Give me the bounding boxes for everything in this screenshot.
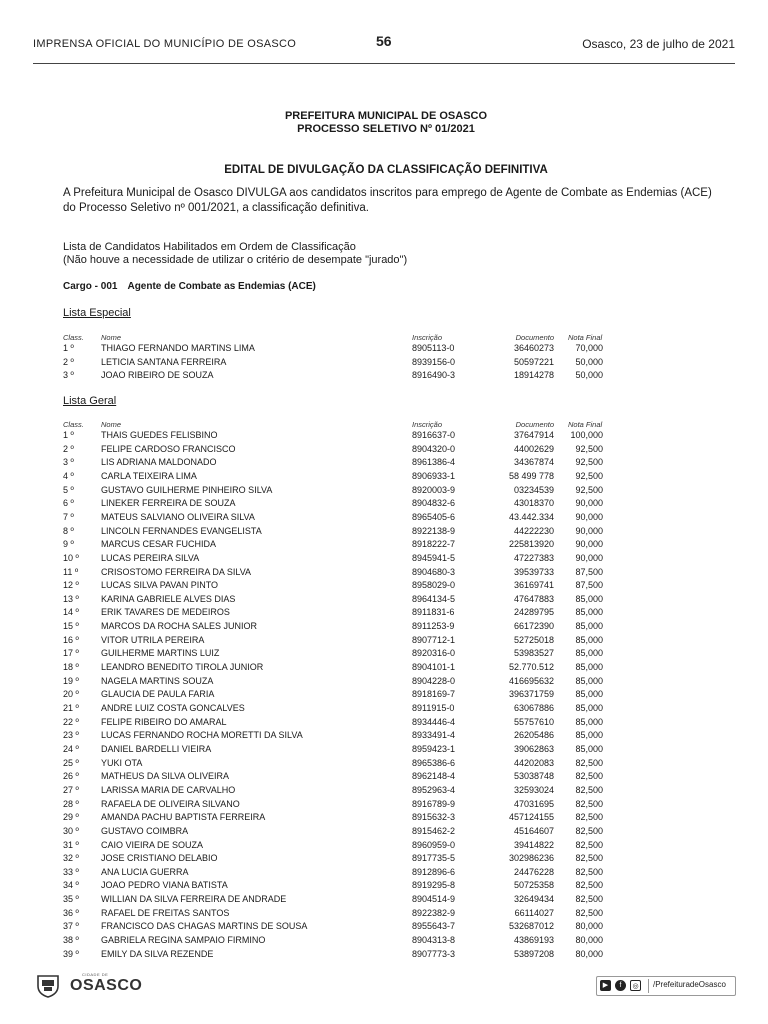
table-row <box>0 770 768 783</box>
candidate-name: JOAO RIBEIRO DE SOUZA <box>101 370 214 381</box>
social-divider <box>648 979 649 993</box>
table-row <box>0 757 768 770</box>
table-row <box>0 839 768 852</box>
social-media-bar <box>596 976 736 996</box>
classification: 33 º <box>63 866 79 877</box>
table-row <box>0 716 768 729</box>
document-number: 53897208 <box>513 948 554 959</box>
final-score: 85,000 <box>575 703 603 713</box>
document-number: 52.770.512 <box>508 662 554 673</box>
document-number: 39414822 <box>513 839 554 850</box>
final-score: 82,500 <box>575 894 603 905</box>
classification: 18 º <box>63 662 79 673</box>
candidate-name: CAIO VIEIRA DE SOUZA <box>101 839 204 850</box>
registration-number: 8961386-4 <box>412 457 456 468</box>
document-number: 45164607 <box>513 825 554 836</box>
candidate-name: AMANDA PACHU BAPTISTA FERREIRA <box>101 812 266 823</box>
candidate-name: JOAO PEDRO VIANA BATISTA <box>101 880 228 891</box>
logo-text: OSASCO <box>70 977 143 994</box>
final-score: 92,500 <box>575 457 603 468</box>
document-number: 396371759 <box>508 689 554 700</box>
candidate-name: RAFAELA DE OLIVEIRA SILVANO <box>101 798 240 809</box>
facebook-icon[interactable]: f <box>615 980 626 991</box>
table-row <box>0 525 768 538</box>
registration-number: 8933491-4 <box>412 730 456 741</box>
document-number: 225813920 <box>508 539 554 550</box>
column-header-documento: Documento <box>515 420 554 429</box>
final-score: 85,000 <box>575 607 603 618</box>
final-score: 82,500 <box>575 798 603 809</box>
final-score: 85,000 <box>575 648 603 659</box>
candidate-name: LETICIA SANTANA FERREIRA <box>101 356 227 367</box>
final-score: 90,000 <box>575 552 603 563</box>
classification: 13 º <box>63 593 79 604</box>
candidate-name: GUSTAVO GUILHERME PINHEIRO SILVA <box>101 484 273 495</box>
registration-number: 8911253-9 <box>412 621 455 632</box>
document-number: 532687012 <box>508 921 554 932</box>
table-row <box>0 907 768 920</box>
table-row <box>0 443 768 456</box>
publication-date: Osasco, 23 de julho de 2021 <box>582 37 735 51</box>
candidate-name: YUKI OTA <box>101 757 143 768</box>
final-score: 90,000 <box>575 525 603 536</box>
final-score: 90,000 <box>575 498 603 509</box>
list-description <box>63 241 407 267</box>
intro-paragraph: A Prefeitura Municipal de Osasco DIVULGA aos candidatos inscritos para emprego de Agente de Combate as Endemias (ACE) do Processo Seletivo nº 001/2021, a classificação definitiva. <box>63 187 712 214</box>
document-number: 24476228 <box>513 866 554 877</box>
final-score: 82,500 <box>575 880 603 891</box>
table-row <box>0 620 768 633</box>
classification: 14 º <box>63 607 79 618</box>
registration-number: 8962148-4 <box>412 771 456 782</box>
classification: 34 º <box>63 880 79 891</box>
candidate-name: GUILHERME MARTINS LUIZ <box>101 648 220 659</box>
table-row <box>0 811 768 824</box>
registration-number: 8906933-1 <box>412 470 456 481</box>
logo-small-text: CIDADE DE <box>82 972 109 977</box>
registration-number: 8965405-6 <box>412 511 456 522</box>
column-header-class: Class. <box>63 333 84 342</box>
table-row <box>0 456 768 469</box>
column-header-inscricao: Inscrição <box>412 333 443 342</box>
document-number: 58 499 778 <box>508 470 554 481</box>
candidate-name: CRISOSTOMO FERREIRA DA SILVA <box>101 566 252 577</box>
document-number: 43869193 <box>513 935 554 946</box>
classification: 10 º <box>63 552 79 563</box>
table-row <box>0 893 768 906</box>
classification: 16 º <box>63 634 79 645</box>
classification: 31 º <box>63 839 79 850</box>
classification: 5 º <box>63 484 74 495</box>
registration-number: 8918222-7 <box>412 539 456 550</box>
candidate-name: MATHEUS DA SILVA OLIVEIRA <box>101 771 230 782</box>
table-row <box>0 675 768 688</box>
table-row <box>0 356 768 369</box>
registration-number: 8918169-7 <box>412 689 456 700</box>
cargo-code: Cargo - 001 <box>63 281 118 292</box>
crest-icon <box>35 972 61 998</box>
registration-number: 8905113-0 <box>412 343 455 353</box>
table-row <box>0 784 768 797</box>
table-row <box>0 566 768 579</box>
classification: 15 º <box>63 621 79 632</box>
page-number: 56 <box>376 33 392 49</box>
final-score: 85,000 <box>575 743 603 754</box>
column-header-name: Nome <box>101 420 122 429</box>
document-number: 36169741 <box>513 580 554 591</box>
candidate-name: VITOR UTRILA PEREIRA <box>101 634 205 645</box>
document-number: 53983527 <box>513 648 554 659</box>
document-number: 32649434 <box>513 894 554 905</box>
classification: 2 º <box>63 443 74 454</box>
column-header-nota: Nota Final <box>568 420 603 429</box>
classification: 35 º <box>63 894 79 905</box>
classification: 9 º <box>63 539 74 550</box>
table-row <box>0 470 768 483</box>
document-number: 43018370 <box>513 498 554 509</box>
table-row <box>0 593 768 606</box>
registration-number: 8915462-2 <box>412 825 456 836</box>
registration-number: 8919295-8 <box>412 880 456 891</box>
classification: 28 º <box>63 798 79 809</box>
candidate-name: GUSTAVO COIMBRA <box>101 825 189 836</box>
candidate-name: WILLIAN DA SILVA FERREIRA DE ANDRADE <box>101 894 287 905</box>
cargo-name: Agente de Combate as Endemias (ACE) <box>127 281 316 292</box>
classification: 12 º <box>63 580 79 591</box>
registration-number: 8904320-0 <box>412 443 456 454</box>
final-score: 92,500 <box>575 484 603 495</box>
registration-number: 8922382-9 <box>412 907 456 918</box>
table-row <box>0 429 768 442</box>
document-number: 24289795 <box>513 607 554 618</box>
classification: 1 º <box>63 343 74 353</box>
table-row <box>0 497 768 510</box>
candidate-name: LINEKER FERREIRA DE SOUZA <box>101 498 236 509</box>
document-number: 39062863 <box>513 743 554 754</box>
candidate-name: THAIS GUEDES FELISBINO <box>101 430 218 440</box>
registration-number: 8916490-3 <box>412 370 456 381</box>
table-row <box>0 879 768 892</box>
classification: 38 º <box>63 935 79 946</box>
column-header-class: Class. <box>63 420 84 429</box>
document-number: 50597221 <box>513 356 554 367</box>
candidate-name: ANA LUCIA GUERRA <box>101 866 189 877</box>
classification: 20 º <box>63 689 79 700</box>
final-score: 82,500 <box>575 907 603 918</box>
final-score: 50,000 <box>575 356 603 367</box>
candidate-name: FRANCISCO DAS CHAGAS MARTINS DE SOUSA <box>101 921 308 932</box>
classification: 2 º <box>63 356 74 367</box>
classification: 3 º <box>63 370 74 381</box>
final-score: 92,500 <box>575 443 603 454</box>
document-number: 53038748 <box>513 771 554 782</box>
classification: 39 º <box>63 948 79 959</box>
registration-number: 8907773-3 <box>412 948 456 959</box>
final-score: 82,500 <box>575 839 603 850</box>
registration-number: 8922138-9 <box>412 525 456 536</box>
classification: 3 º <box>63 457 74 468</box>
registration-number: 8939156-0 <box>412 356 456 367</box>
document-number: 18914278 <box>513 370 554 381</box>
table-row <box>0 729 768 742</box>
column-header-inscricao: Inscrição <box>412 420 443 429</box>
candidate-name: MARCOS DA ROCHA SALES JUNIOR <box>101 621 258 632</box>
table-row <box>0 538 768 551</box>
document-number: 44222230 <box>513 525 554 536</box>
document-number: 44002629 <box>513 443 554 454</box>
classification: 11 º <box>63 566 79 577</box>
document-number: 36460273 <box>513 343 554 353</box>
document-number: 37647914 <box>513 430 554 440</box>
candidate-name: NAGELA MARTINS SOUZA <box>101 675 214 686</box>
table-row <box>0 934 768 947</box>
classification: 36 º <box>63 907 79 918</box>
document-number: 03234539 <box>513 484 554 495</box>
final-score: 100,000 <box>570 430 603 440</box>
candidate-name: FELIPE RIBEIRO DO AMARAL <box>101 716 227 727</box>
registration-number: 8904680-3 <box>412 566 456 577</box>
registration-number: 8965386-6 <box>412 757 456 768</box>
candidate-name: LUCAS PEREIRA SILVA <box>101 552 200 563</box>
registration-number: 8960959-0 <box>412 839 456 850</box>
candidate-name: GLAUCIA DE PAULA FARIA <box>101 689 215 700</box>
candidate-name: LUCAS SILVA PAVAN PINTO <box>101 580 219 591</box>
column-header-name: Nome <box>101 333 122 342</box>
classification: 32 º <box>63 853 79 864</box>
table-row <box>0 369 768 382</box>
classification: 37 º <box>63 921 79 932</box>
final-score: 90,000 <box>575 539 603 550</box>
list-description-line2: (Não houve a necessidade de utilizar o critério de desempate "jurado") <box>63 254 408 266</box>
candidate-name: MARCUS CESAR FUCHIDA <box>101 539 217 550</box>
final-score: 85,000 <box>575 593 603 604</box>
final-score: 80,000 <box>575 948 603 959</box>
final-score: 85,000 <box>575 689 603 700</box>
column-header-nota: Nota Final <box>568 333 603 342</box>
document-number: 52725018 <box>513 634 554 645</box>
document-number: 55757610 <box>513 716 554 727</box>
final-score: 90,000 <box>575 511 603 522</box>
candidate-name: DANIEL BARDELLI VIEIRA <box>101 743 212 754</box>
table-row <box>0 661 768 674</box>
final-score: 85,000 <box>575 662 603 673</box>
classification: 22 º <box>63 716 79 727</box>
registration-number: 8904832-6 <box>412 498 456 509</box>
registration-number: 8916637-0 <box>412 430 456 440</box>
table-row <box>0 606 768 619</box>
section-title-geral: Lista Geral <box>63 395 117 407</box>
classification: 26 º <box>63 771 79 782</box>
final-score: 85,000 <box>575 634 603 645</box>
table-row <box>0 702 768 715</box>
candidate-name: EMILY DA SILVA REZENDE <box>101 948 214 959</box>
registration-number: 8959423-1 <box>412 743 456 754</box>
final-score: 82,500 <box>575 771 603 782</box>
final-score: 87,500 <box>575 580 603 591</box>
final-score: 80,000 <box>575 935 603 946</box>
candidate-name: FELIPE CARDOSO FRANCISCO <box>101 443 236 454</box>
table-row <box>0 552 768 565</box>
table-row <box>0 484 768 497</box>
registration-number: 8964134-5 <box>412 593 456 604</box>
column-header-documento: Documento <box>515 333 554 342</box>
candidate-name: LUCAS FERNANDO ROCHA MORETTI DA SILVA <box>101 730 303 741</box>
candidate-name: THIAGO FERNANDO MARTINS LIMA <box>101 343 255 353</box>
registration-number: 8907712-1 <box>412 634 456 645</box>
document-number: 302986236 <box>508 853 554 864</box>
registration-number: 8958029-0 <box>412 580 456 591</box>
instagram-icon[interactable]: ◎ <box>630 980 641 991</box>
candidate-name: RAFAEL DE FREITAS SANTOS <box>101 907 230 918</box>
final-score: 80,000 <box>575 921 603 932</box>
final-score: 85,000 <box>575 675 603 686</box>
classification: 17 º <box>63 648 79 659</box>
candidate-name: CARLA TEIXEIRA LIMA <box>101 470 197 481</box>
final-score: 82,500 <box>575 866 603 877</box>
classification: 19 º <box>63 675 79 686</box>
table-row <box>0 579 768 592</box>
document-number: 43.442.334 <box>508 511 554 522</box>
registration-number: 8904101-1 <box>412 662 456 673</box>
final-score: 85,000 <box>575 730 603 741</box>
registration-number: 8917735-5 <box>412 853 456 864</box>
cargo-line <box>63 281 326 292</box>
candidate-name: LARISSA MARIA DE CARVALHO <box>101 784 236 795</box>
document-number: 44202083 <box>513 757 554 768</box>
candidate-name: LIS ADRIANA MALDONADO <box>101 457 217 468</box>
table-row <box>0 511 768 524</box>
list-description-line1: Lista de Candidatos Habilitados em Ordem de Classificação <box>63 241 356 253</box>
registration-number: 8920003-9 <box>412 484 456 495</box>
table-row <box>0 688 768 701</box>
registration-number: 8915632-3 <box>412 812 456 823</box>
final-score: 92,500 <box>575 470 603 481</box>
table-row <box>0 825 768 838</box>
classification: 1 º <box>63 430 74 440</box>
registration-number: 8945941-5 <box>412 552 456 563</box>
registration-number: 8920316-0 <box>412 648 456 659</box>
table-row <box>0 920 768 933</box>
classification: 30 º <box>63 825 79 836</box>
youtube-icon[interactable]: ▶ <box>600 980 611 991</box>
document-number: 63067886 <box>513 703 554 713</box>
classification: 6 º <box>63 498 74 509</box>
candidate-name: GABRIELA REGINA SAMPAIO FIRMINO <box>101 935 266 946</box>
document-number: 47227383 <box>513 552 554 563</box>
classification: 7 º <box>63 511 74 522</box>
table-row <box>0 852 768 865</box>
document-number: 47031695 <box>513 798 554 809</box>
header-divider <box>33 63 735 64</box>
candidate-name: KARINA GABRIELE ALVES DIAS <box>101 593 236 604</box>
candidate-name: MATEUS SALVIANO OLIVEIRA SILVA <box>101 511 255 522</box>
candidate-name: JOSE CRISTIANO DELABIO <box>101 853 218 864</box>
candidate-name: LEANDRO BENEDITO TIROLA JUNIOR <box>101 662 264 673</box>
document-number: 50725358 <box>513 880 554 891</box>
final-score: 70,000 <box>575 343 603 353</box>
document-number: 47647883 <box>513 593 554 604</box>
document-number: 66172390 <box>513 621 554 632</box>
table-row <box>0 634 768 647</box>
doc-title-prefeitura: PREFEITURA MUNICIPAL DE OSASCO <box>284 110 488 122</box>
social-handle[interactable]: /PrefeituradeOsasco <box>653 980 726 989</box>
document-number: 457124155 <box>508 812 554 823</box>
doc-title-edital: EDITAL DE DIVULGAÇÃO DA CLASSIFICAÇÃO DEFINITIVA <box>224 164 548 176</box>
section-title-especial: Lista Especial <box>63 307 131 319</box>
final-score: 50,000 <box>575 370 603 381</box>
final-score: 82,500 <box>575 784 603 795</box>
doc-title-processo: PROCESSO SELETIVO Nº 01/2021 <box>297 123 475 135</box>
classification: 23 º <box>63 730 79 741</box>
registration-number: 8911915-0 <box>412 703 455 713</box>
table-row <box>0 342 768 355</box>
classification: 4 º <box>63 470 74 481</box>
final-score: 82,500 <box>575 853 603 864</box>
registration-number: 8904313-8 <box>412 935 456 946</box>
classification: 8 º <box>63 525 74 536</box>
registration-number: 8952963-4 <box>412 784 456 795</box>
document-number: 34367874 <box>513 457 554 468</box>
document-number: 39539733 <box>513 566 554 577</box>
final-score: 82,500 <box>575 757 603 768</box>
document-number: 66114027 <box>514 907 554 918</box>
registration-number: 8955643-7 <box>412 921 456 932</box>
classification: 25 º <box>63 757 79 768</box>
registration-number: 8912896-6 <box>412 866 456 877</box>
table-row <box>0 647 768 660</box>
publication-name: IMPRENSA OFICIAL DO MUNICÍPIO DE OSASCO <box>33 38 297 50</box>
registration-number: 8934446-4 <box>412 716 456 727</box>
final-score: 85,000 <box>575 716 603 727</box>
candidate-name: LINCOLN FERNANDES EVANGELISTA <box>101 525 262 536</box>
final-score: 82,500 <box>575 825 603 836</box>
final-score: 82,500 <box>575 812 603 823</box>
classification: 24 º <box>63 743 79 754</box>
classification: 21 º <box>63 703 79 713</box>
document-number: 26205486 <box>513 730 554 741</box>
registration-number: 8916789-9 <box>412 798 456 809</box>
candidate-name: ERIK TAVARES DE MEDEIROS <box>101 607 230 618</box>
table-row <box>0 948 768 961</box>
table-row <box>0 798 768 811</box>
classification: 27 º <box>63 784 79 795</box>
table-row <box>0 866 768 879</box>
final-score: 87,500 <box>575 566 603 577</box>
document-number: 32593024 <box>513 784 554 795</box>
osasco-logo <box>35 970 145 1000</box>
registration-number: 8911831-6 <box>412 607 455 618</box>
candidate-name: ANDRE LUIZ COSTA GONCALVES <box>101 703 245 713</box>
table-row <box>0 743 768 756</box>
classification: 29 º <box>63 812 79 823</box>
final-score: 85,000 <box>575 621 603 632</box>
registration-number: 8904228-0 <box>412 675 456 686</box>
document-number: 416695632 <box>508 675 554 686</box>
registration-number: 8904514-9 <box>412 894 456 905</box>
